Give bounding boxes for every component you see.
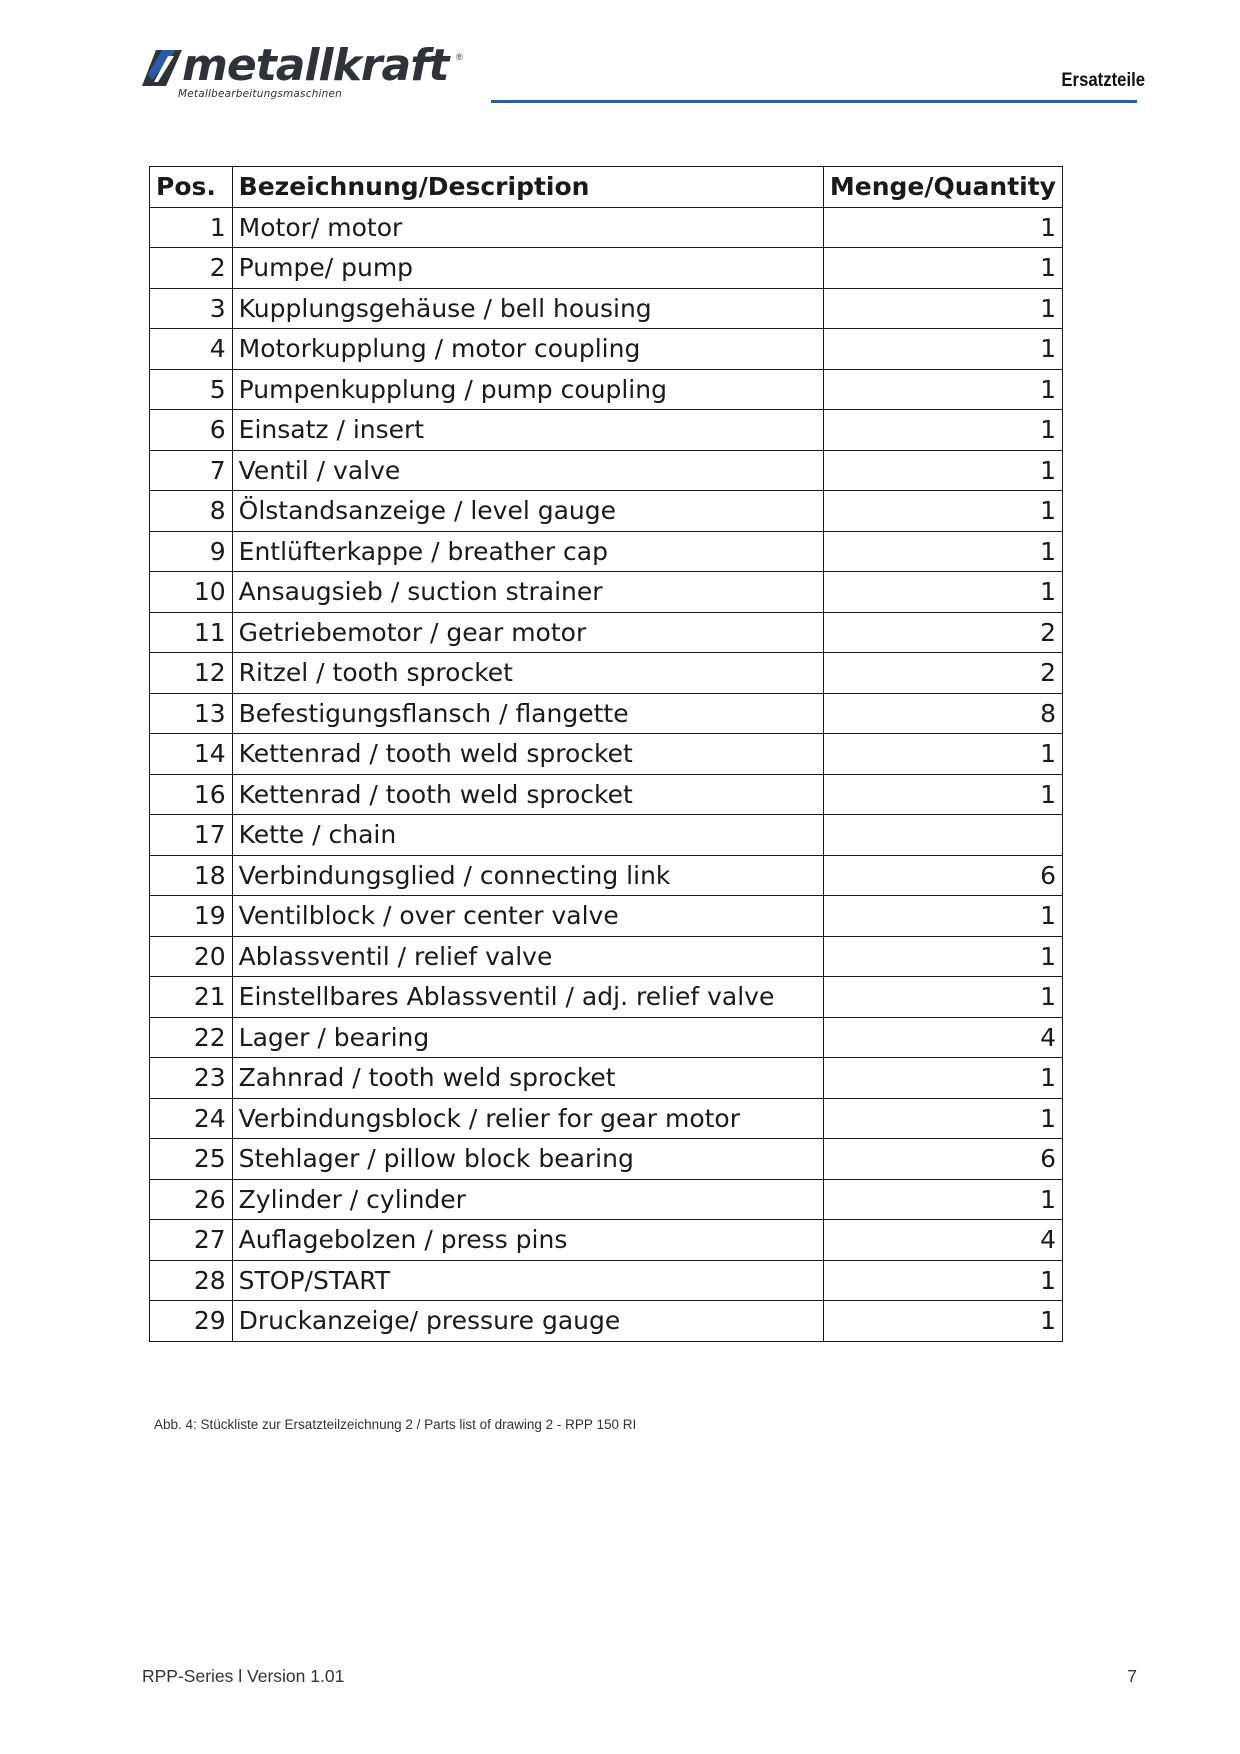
description-cell: Stehlager / pillow block bearing — [232, 1139, 823, 1180]
table-row — [150, 653, 1063, 694]
table-row — [150, 936, 1063, 977]
pos-cell: 18 — [150, 855, 233, 896]
pos-cell: 13 — [150, 693, 233, 734]
quantity-cell — [823, 815, 1062, 856]
table-row — [150, 1179, 1063, 1220]
quantity-cell: 2 — [823, 612, 1062, 653]
pos-cell: 19 — [150, 896, 233, 937]
table-row — [150, 1017, 1063, 1058]
logo-tagline: Metallbearbeitungsmaschinen — [178, 88, 343, 100]
description-cell: STOP/START — [232, 1260, 823, 1301]
quantity-cell: 1 — [823, 977, 1062, 1018]
quantity-cell: 1 — [823, 248, 1062, 289]
parts-table-body — [150, 207, 1063, 1341]
description-cell: Auflagebolzen / press pins — [232, 1220, 823, 1261]
quantity-cell: 1 — [823, 531, 1062, 572]
quantity-cell: 1 — [823, 572, 1062, 613]
pos-cell: 17 — [150, 815, 233, 856]
description-cell: Ventilblock / over center valve — [232, 896, 823, 937]
quantity-cell: 8 — [823, 693, 1062, 734]
logo-wordmark: metallkraft — [182, 40, 449, 91]
quantity-cell: 6 — [823, 1139, 1062, 1180]
quantity-cell: 1 — [823, 1058, 1062, 1099]
pos-cell: 26 — [150, 1179, 233, 1220]
description-cell: Kettenrad / tooth weld sprocket — [232, 734, 823, 775]
description-cell: Verbindungsglied / connecting link — [232, 855, 823, 896]
description-cell: Zahnrad / tooth weld sprocket — [232, 1058, 823, 1099]
description-cell: Motorkupplung / motor coupling — [232, 329, 823, 370]
description-cell: Ventil / valve — [232, 450, 823, 491]
table-row — [150, 288, 1063, 329]
pos-cell: 10 — [150, 572, 233, 613]
pos-cell: 3 — [150, 288, 233, 329]
quantity-cell: 1 — [823, 1098, 1062, 1139]
page-number: 7 — [1127, 1666, 1137, 1686]
description-cell: Ablassventil / relief valve — [232, 936, 823, 977]
pos-cell: 22 — [150, 1017, 233, 1058]
quantity-cell: 1 — [823, 288, 1062, 329]
pos-cell: 16 — [150, 774, 233, 815]
pos-cell: 25 — [150, 1139, 233, 1180]
description-cell: Ritzel / tooth sprocket — [232, 653, 823, 694]
table-row — [150, 1301, 1063, 1342]
pos-cell: 4 — [150, 329, 233, 370]
quantity-cell: 1 — [823, 450, 1062, 491]
table-header-row — [150, 167, 1063, 208]
quantity-cell: 1 — [823, 1260, 1062, 1301]
description-cell: Befestigungsflansch / flangette — [232, 693, 823, 734]
description-cell: Zylinder / cylinder — [232, 1179, 823, 1220]
table-row — [150, 1260, 1063, 1301]
description-cell: Entlüfterkappe / breather cap — [232, 531, 823, 572]
pos-cell: 20 — [150, 936, 233, 977]
quantity-cell: 1 — [823, 936, 1062, 977]
table-row — [150, 774, 1063, 815]
table-row — [150, 572, 1063, 613]
table-row — [150, 450, 1063, 491]
description-cell: Ansaugsieb / suction strainer — [232, 572, 823, 613]
table-row — [150, 1058, 1063, 1099]
table-row — [150, 410, 1063, 451]
pos-cell: 1 — [150, 207, 233, 248]
description-cell: Motor/ motor — [232, 207, 823, 248]
quantity-cell: 1 — [823, 734, 1062, 775]
table-row — [150, 1220, 1063, 1261]
metallkraft-logo — [142, 40, 472, 106]
pos-cell: 2 — [150, 248, 233, 289]
table-row — [150, 693, 1063, 734]
table-row — [150, 977, 1063, 1018]
pos-cell: 24 — [150, 1098, 233, 1139]
description-cell: Kette / chain — [232, 815, 823, 856]
table-row — [150, 248, 1063, 289]
pos-cell: 11 — [150, 612, 233, 653]
quantity-cell: 1 — [823, 1179, 1062, 1220]
quantity-cell: 1 — [823, 896, 1062, 937]
quantity-cell: 4 — [823, 1220, 1062, 1261]
pos-cell: 23 — [150, 1058, 233, 1099]
pos-cell: 7 — [150, 450, 233, 491]
pos-cell: 21 — [150, 977, 233, 1018]
pos-cell: 28 — [150, 1260, 233, 1301]
table-row — [150, 491, 1063, 532]
quantity-cell: 2 — [823, 653, 1062, 694]
quantity-cell: 1 — [823, 1301, 1062, 1342]
description-cell: Verbindungsblock / relier for gear motor — [232, 1098, 823, 1139]
pos-cell: 12 — [150, 653, 233, 694]
pos-cell: 14 — [150, 734, 233, 775]
header-description: Bezeichnung/Description — [232, 167, 823, 208]
table-row — [150, 369, 1063, 410]
quantity-cell: 1 — [823, 329, 1062, 370]
quantity-cell: 1 — [823, 369, 1062, 410]
description-cell: Kupplungsgehäuse / bell housing — [232, 288, 823, 329]
quantity-cell: 6 — [823, 855, 1062, 896]
table-row — [150, 329, 1063, 370]
table-row — [150, 531, 1063, 572]
pos-cell: 6 — [150, 410, 233, 451]
quantity-cell: 1 — [823, 774, 1062, 815]
table-row — [150, 734, 1063, 775]
header-divider — [491, 100, 1137, 103]
quantity-cell: 1 — [823, 491, 1062, 532]
footer-version: RPP-Series l Version 1.01 — [142, 1666, 345, 1686]
description-cell: Einstellbares Ablassventil / adj. relief valve — [232, 977, 823, 1018]
table-row — [150, 1139, 1063, 1180]
logo-registered-mark: ® — [456, 52, 463, 62]
pos-cell: 29 — [150, 1301, 233, 1342]
description-cell: Getriebemotor / gear motor — [232, 612, 823, 653]
table-row — [150, 1098, 1063, 1139]
table-row — [150, 207, 1063, 248]
description-cell: Ölstandsanzeige / level gauge — [232, 491, 823, 532]
description-cell: Kettenrad / tooth weld sprocket — [232, 774, 823, 815]
pos-cell: 27 — [150, 1220, 233, 1261]
figure-caption: Abb. 4: Stückliste zur Ersatzteilzeichnung 2 / Parts list of drawing 2 - RPP 150 RI — [154, 1417, 637, 1432]
quantity-cell: 1 — [823, 207, 1062, 248]
pos-cell: 8 — [150, 491, 233, 532]
parts-list-table — [149, 166, 1063, 1342]
description-cell: Lager / bearing — [232, 1017, 823, 1058]
table-row — [150, 855, 1063, 896]
pos-cell: 5 — [150, 369, 233, 410]
quantity-cell: 4 — [823, 1017, 1062, 1058]
table-row — [150, 612, 1063, 653]
description-cell: Pumpenkupplung / pump coupling — [232, 369, 823, 410]
quantity-cell: 1 — [823, 410, 1062, 451]
header-pos: Pos. — [150, 167, 233, 208]
table-row — [150, 815, 1063, 856]
description-cell: Druckanzeige/ pressure gauge — [232, 1301, 823, 1342]
page-header — [0, 0, 1240, 120]
section-title: Ersatzteile — [1061, 70, 1145, 91]
description-cell: Einsatz / insert — [232, 410, 823, 451]
table-row — [150, 896, 1063, 937]
description-cell: Pumpe/ pump — [232, 248, 823, 289]
pos-cell: 9 — [150, 531, 233, 572]
header-quantity: Menge/Quantity — [823, 167, 1062, 208]
